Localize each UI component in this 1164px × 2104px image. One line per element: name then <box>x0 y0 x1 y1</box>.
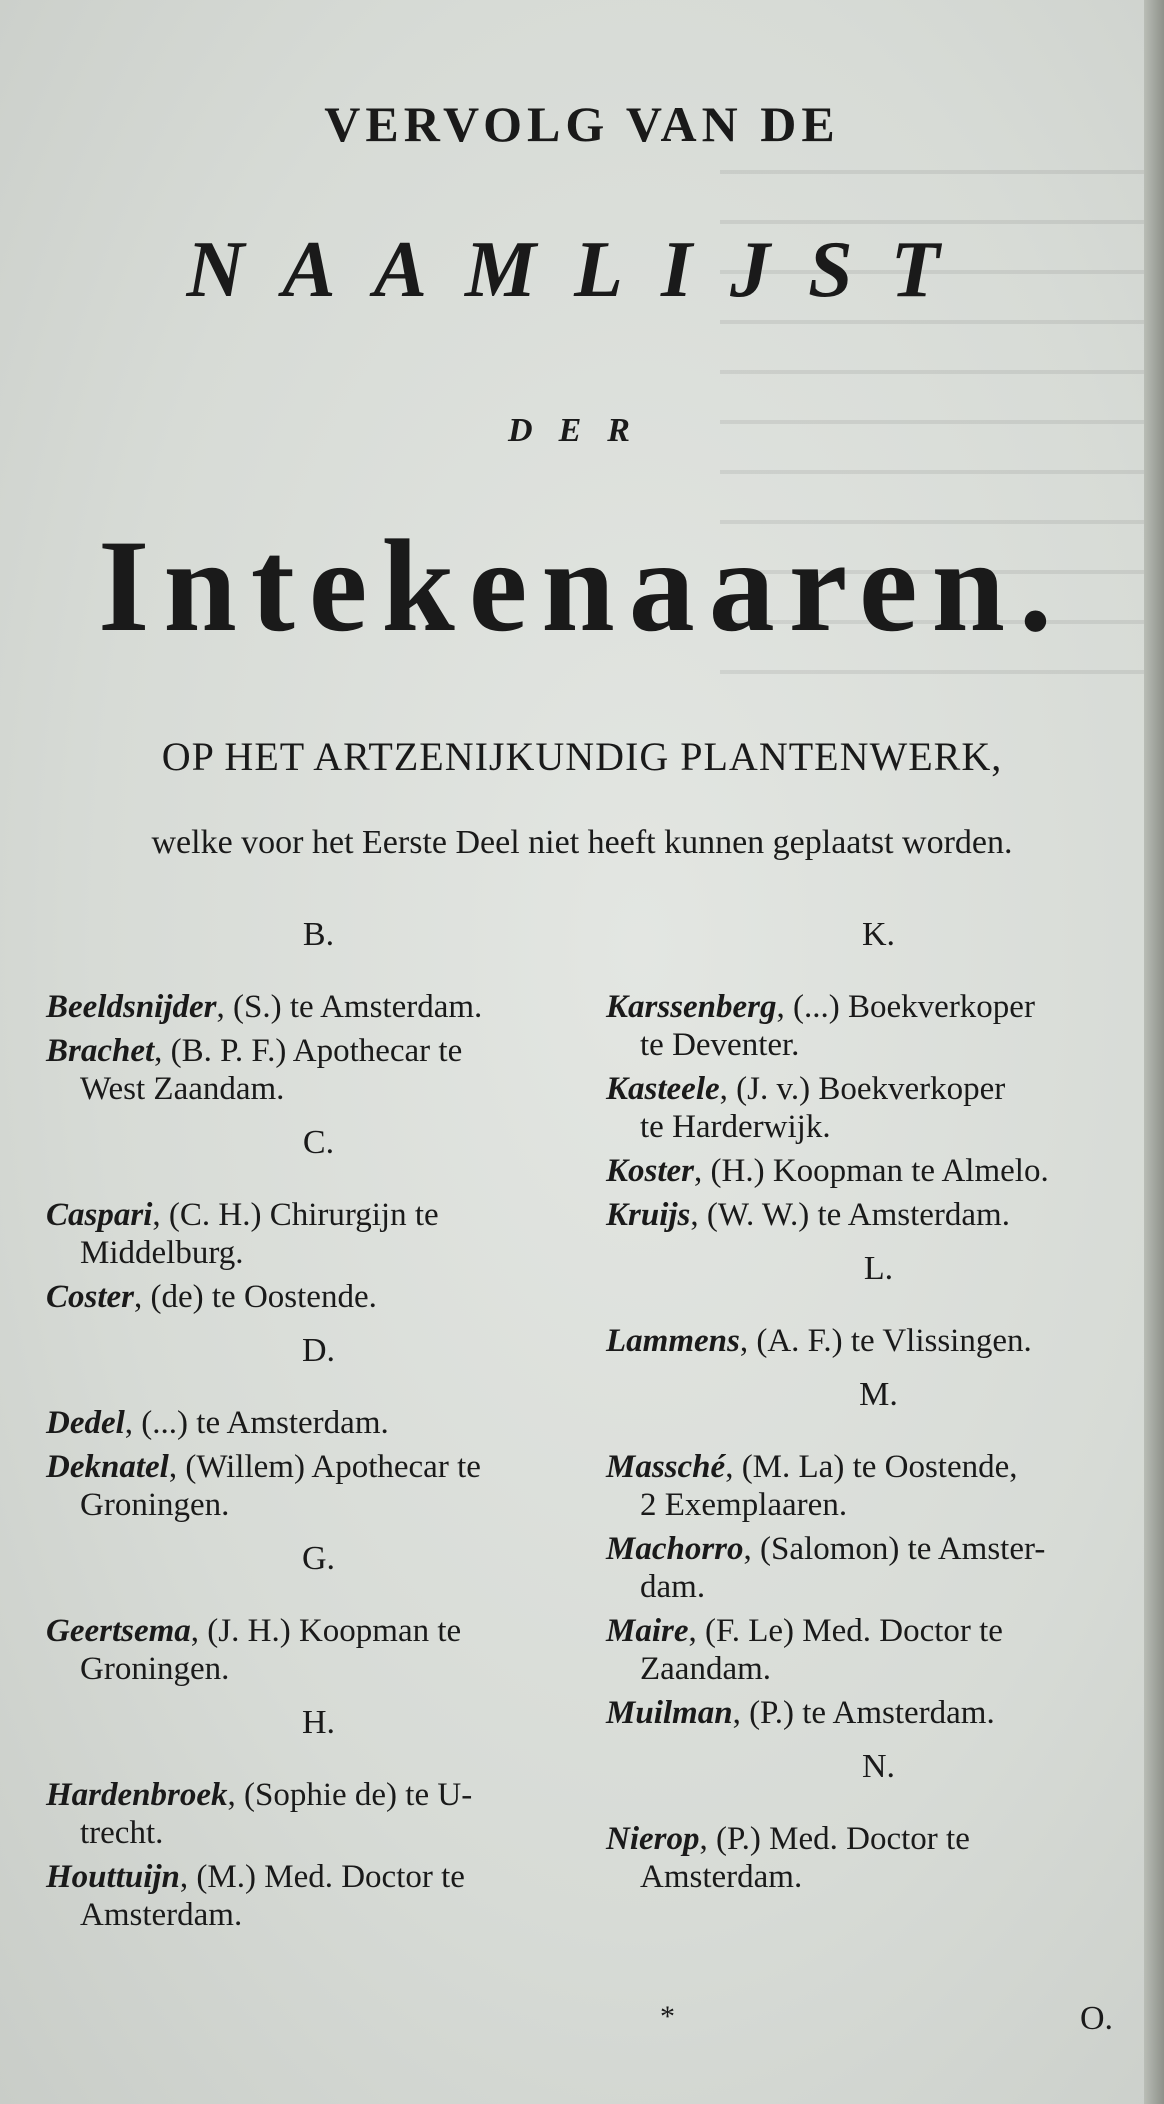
heading-intekenaaren: Intekenaaren. <box>98 512 1066 659</box>
list-entry <box>606 1070 1151 1146</box>
heading-continuation: VERVOLG VAN DE <box>324 96 840 152</box>
section-letter-n: N. <box>861 1748 896 1785</box>
entry-name: Massché <box>606 1449 726 1485</box>
section-letter-h: H. <box>301 1704 336 1741</box>
entry-details: , (de) te Oostende. <box>134 1279 377 1315</box>
entry-details: , (S.) te Amsterdam. <box>216 989 483 1025</box>
entry-details: , (P.) te Amsterdam. <box>732 1695 995 1731</box>
entry-continuation: Amsterdam. <box>640 1859 803 1895</box>
entry-continuation: West Zaandam. <box>80 1071 285 1107</box>
entry-details: , (...) Boekverkoper <box>776 989 1035 1025</box>
list-entry <box>46 1776 591 1852</box>
list-entry <box>606 1322 1151 1360</box>
entry-continuation: te Deventer. <box>640 1027 800 1063</box>
entry-details: , (J. v.) Boekverkoper <box>719 1071 1006 1107</box>
entry-details: , (W. W.) te Amsterdam. <box>690 1197 1010 1233</box>
entry-continuation: Zaandam. <box>640 1651 772 1687</box>
entry-name: Hardenbroek <box>46 1777 228 1813</box>
entry-name: Dedel <box>46 1405 125 1441</box>
entry-details: , (A. F.) te Vlissingen. <box>739 1323 1032 1359</box>
entry-details: , (B. P. F.) Apothecar te <box>154 1033 463 1069</box>
list-entry <box>606 1694 1151 1732</box>
catchword: O. <box>1080 2000 1114 2037</box>
entry-name: Maire <box>606 1613 689 1649</box>
entry-name: Geertsema <box>46 1613 191 1649</box>
entry-name: Muilman <box>606 1695 733 1731</box>
entry-details: , (C. H.) Chirurgijn te <box>152 1197 439 1233</box>
entry-name: Nierop <box>606 1821 700 1857</box>
list-entry <box>46 988 591 1026</box>
entry-details: , (M.) Med. Doctor te <box>179 1859 465 1895</box>
entry-details: , (F. Le) Med. Doctor te <box>688 1613 1003 1649</box>
section-letter-k: K. <box>861 916 896 953</box>
entry-continuation: trecht. <box>80 1815 164 1851</box>
entry-name: Lammens <box>606 1323 740 1359</box>
entry-details: , (Sophie de) te U- <box>227 1777 473 1813</box>
section-letter-m: M. <box>859 1376 898 1413</box>
entry-continuation: Groningen. <box>80 1487 230 1523</box>
entry-name: Kasteele <box>606 1071 720 1107</box>
list-entry <box>606 1152 1151 1190</box>
list-entry <box>606 1530 1151 1606</box>
entry-details: , (...) te Amsterdam. <box>124 1405 389 1441</box>
entry-continuation: Amsterdam. <box>80 1897 243 1933</box>
section-letter-g: G. <box>301 1540 336 1577</box>
section-letter-d: D. <box>301 1332 336 1369</box>
heading-der: DER <box>508 412 656 449</box>
list-entry <box>46 1032 591 1108</box>
entry-details: , (Salomon) te Amster- <box>743 1531 1046 1567</box>
signature-mark: * <box>660 2000 675 2033</box>
list-entry <box>46 1278 591 1316</box>
entry-continuation: Groningen. <box>80 1651 230 1687</box>
list-entry <box>606 1612 1151 1688</box>
entry-name: Caspari <box>46 1197 153 1233</box>
list-entry <box>606 988 1151 1064</box>
entry-name: Koster <box>606 1153 695 1189</box>
section-letter-l: L. <box>863 1250 894 1287</box>
entry-details: , (M. La) te Oostende, <box>725 1449 1018 1485</box>
entry-name: Houttuijn <box>46 1859 180 1895</box>
list-entry <box>46 1404 591 1442</box>
entry-details: , (H.) Koopman te Almelo. <box>694 1153 1049 1189</box>
list-entry <box>46 1196 591 1272</box>
entry-continuation: dam. <box>640 1569 706 1605</box>
entry-name: Deknatel <box>46 1449 169 1485</box>
entry-continuation: 2 Exemplaaren. <box>640 1487 848 1523</box>
entry-name: Karssenberg <box>606 989 777 1025</box>
entry-name: Coster <box>46 1279 135 1315</box>
section-letter-c: C. <box>302 1124 335 1161</box>
list-entry <box>606 1820 1151 1896</box>
entry-name: Brachet <box>46 1033 155 1069</box>
heading-naamlijst: NAAMLIJST <box>186 226 978 314</box>
entry-details: , (Willem) Apothecar te <box>168 1449 481 1485</box>
left-column <box>46 900 591 1940</box>
entry-details: , (J. H.) Koopman te <box>190 1613 462 1649</box>
right-column <box>606 900 1151 1902</box>
entry-name: Kruijs <box>606 1197 691 1233</box>
entry-details: , (P.) Med. Doctor te <box>699 1821 970 1857</box>
heading-note: welke voor het Eerste Deel niet heeft kunnen geplaatst worden. <box>151 824 1013 861</box>
list-entry <box>46 1448 591 1524</box>
list-entry <box>606 1448 1151 1524</box>
list-entry <box>606 1196 1151 1234</box>
heading-subject: OP HET ARTZENIJKUNDIG PLANTENWERK, <box>161 734 1003 779</box>
list-entry <box>46 1612 591 1688</box>
entry-continuation: Middelburg. <box>80 1235 244 1271</box>
entry-continuation: te Harderwijk. <box>640 1109 831 1145</box>
list-entry <box>46 1858 591 1934</box>
section-letter-b: B. <box>302 916 335 953</box>
entry-name: Beeldsnijder <box>46 989 217 1025</box>
entry-name: Machorro <box>606 1531 744 1567</box>
